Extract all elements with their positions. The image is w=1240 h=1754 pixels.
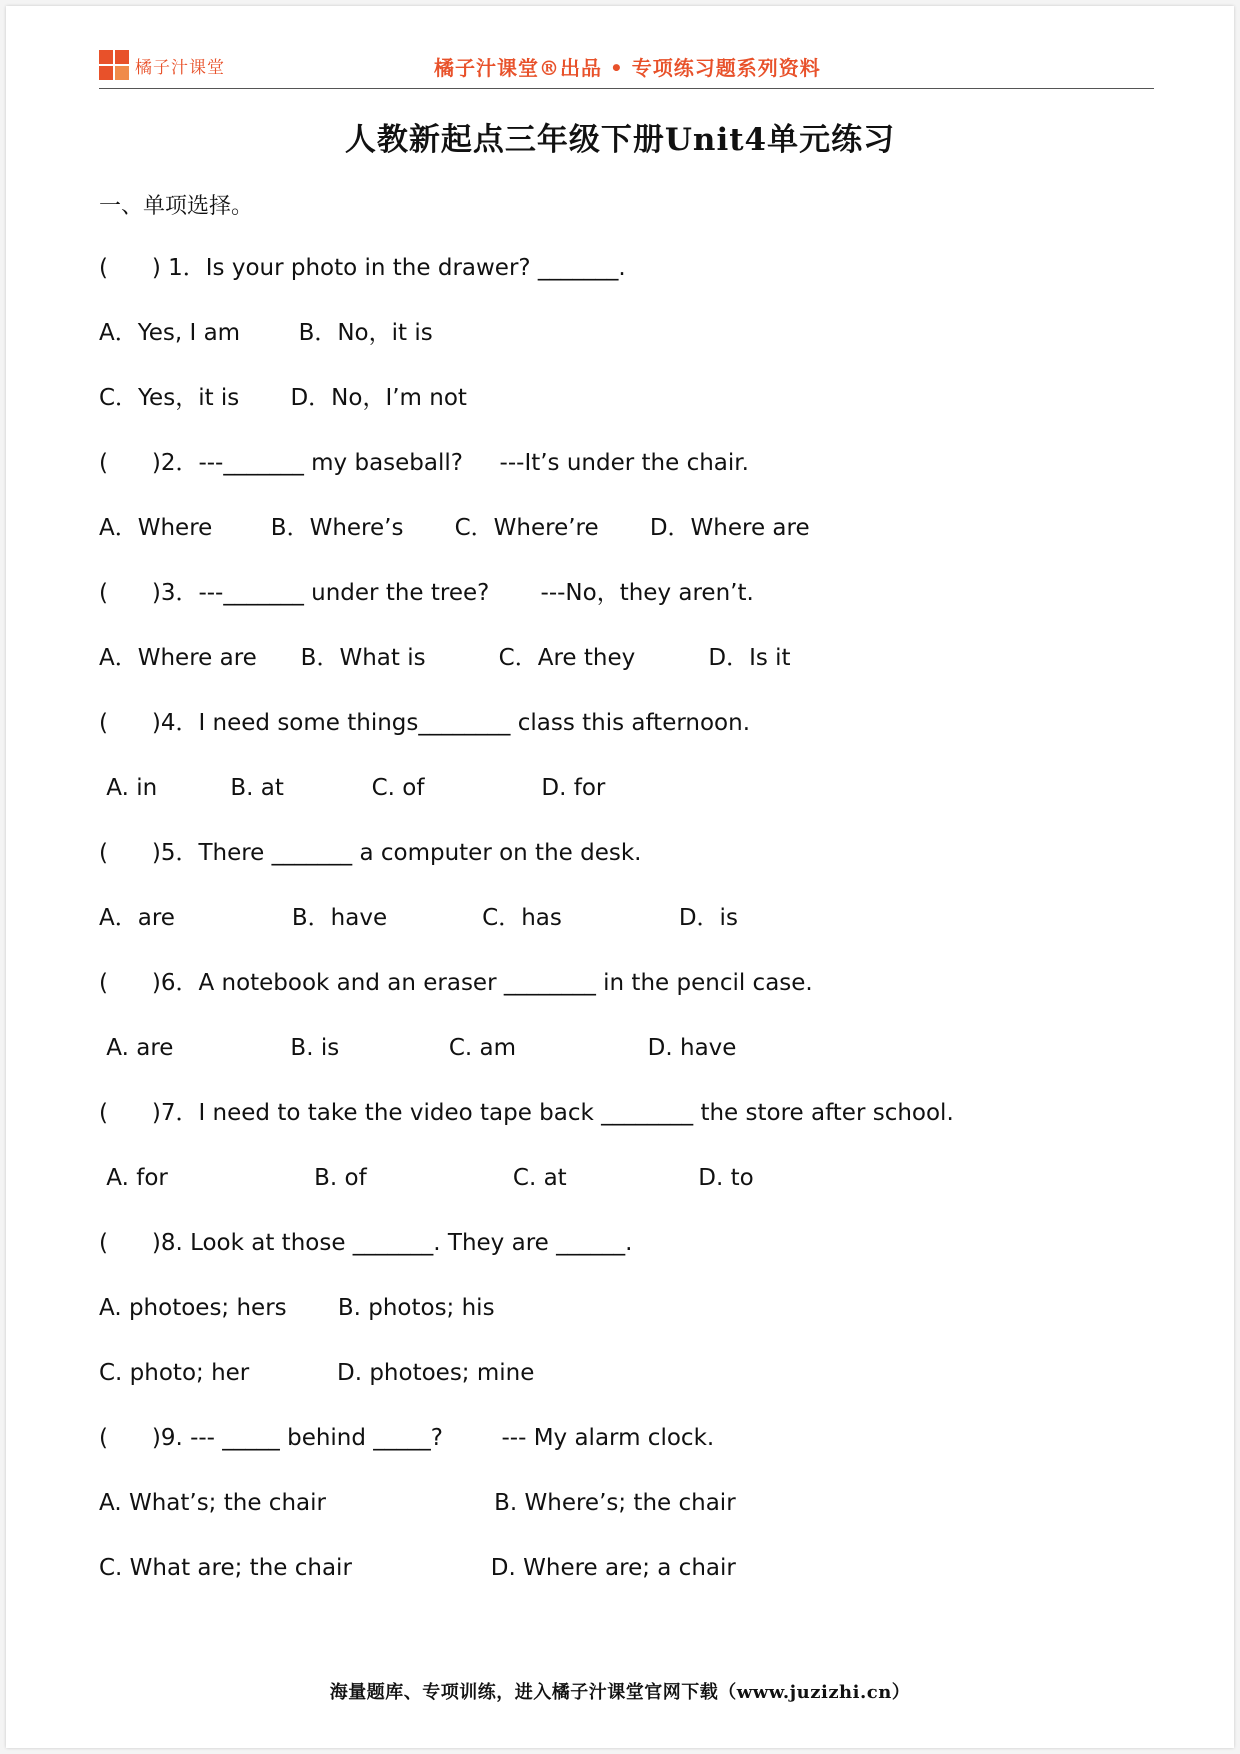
page-header bbox=[99, 48, 1154, 89]
question-6: ( )6．A notebook and an eraser ________ in the pencil case. bbox=[99, 970, 813, 996]
question-8: ( )8. Look at those _______. They are ______. bbox=[99, 1230, 633, 1256]
worksheet-title: 人教新起点三年级下册Unit4单元练习 bbox=[344, 122, 896, 158]
question-8-options-ab: A. photoes; hers B. photos; his bbox=[99, 1295, 495, 1321]
question-1-options-cd: C．Yes，it is D．No，I’m not bbox=[99, 385, 467, 411]
question-5: ( )5．There _______ a computer on the desk. bbox=[99, 840, 642, 866]
question-4: ( )4．I need some things________ class this afternoon. bbox=[99, 710, 751, 736]
question-8-options-cd: C. photo; her D. photoes; mine bbox=[99, 1360, 535, 1386]
question-2: ( )2．---_______ my baseball? ---It’s under the chair. bbox=[99, 450, 749, 476]
worksheet-page bbox=[6, 6, 1234, 1748]
question-1: ( ) 1．Is your photo in the drawer? _______. bbox=[99, 255, 626, 281]
question-9-options-cd: C. What are; the chair D. Where are; a chair bbox=[99, 1555, 736, 1581]
question-7-options: A. for B. of C. at D. to bbox=[99, 1165, 754, 1191]
brand-logo bbox=[99, 48, 225, 82]
question-9-options-ab: A. What’s; the chair B. Where’s; the chair bbox=[99, 1490, 736, 1516]
question-3: ( )3．---_______ under the tree? ---No，they aren’t. bbox=[99, 580, 754, 606]
question-9: ( )9. --- _____ behind _____? --- My alarm clock. bbox=[99, 1425, 715, 1451]
question-5-options: A．are B．have C．has D．is bbox=[99, 905, 738, 931]
header-slogan: 橘子汁课堂®出品 • 专项练习题系列资料 bbox=[434, 56, 821, 80]
page-footer: 海量题库、专项训练，进入橘子汁课堂官网下载（www.juzizhi.cn） bbox=[329, 1682, 911, 1703]
question-4-options: A. in B. at C. of D. for bbox=[99, 775, 606, 801]
question-3-options: A．Where are B．What is C．Are they D．Is it bbox=[99, 645, 791, 671]
logo-squares-icon bbox=[99, 50, 129, 80]
question-1-options-ab: A．Yes, I am B．No，it is bbox=[99, 320, 433, 346]
logo-text: 橘子汁课堂 bbox=[135, 57, 225, 78]
section-heading: 一、单项选择。 bbox=[99, 194, 254, 219]
question-2-options: A．Where B．Where’s C．Where’re D．Where are bbox=[99, 515, 810, 541]
question-6-options: A. are B. is C. am D. have bbox=[99, 1035, 737, 1061]
question-7: ( )7．I need to take the video tape back ________ the store after school. bbox=[99, 1100, 954, 1126]
